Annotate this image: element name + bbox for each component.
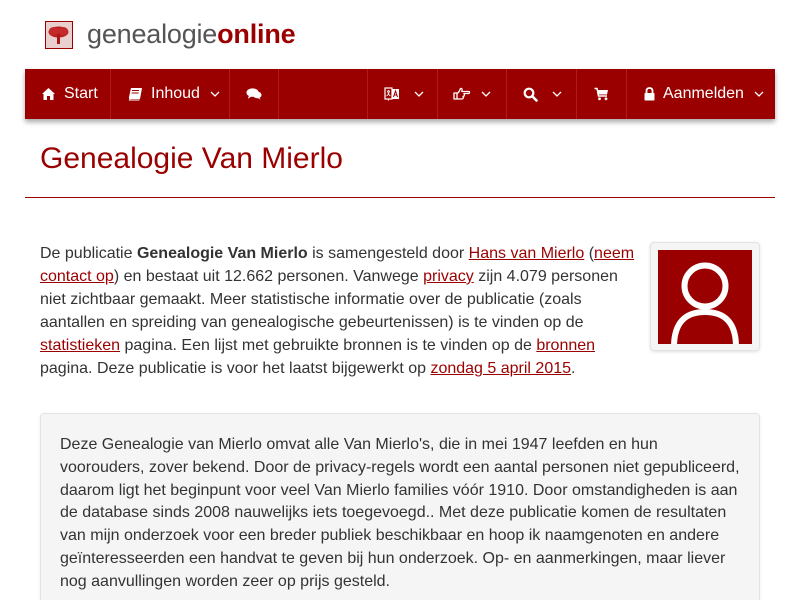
nav-search[interactable]: [507, 69, 577, 119]
page-title: Genealogie Van Mierlo: [40, 142, 343, 175]
chevron-down-icon: [480, 89, 491, 100]
title-divider: [25, 197, 775, 198]
intro-text: De publicatie: [40, 245, 137, 262]
intro-text: pagina. Deze publicatie is voor het laatst bijgewerkt op: [40, 360, 431, 377]
intro-text: ) en bestaat uit 12.662 personen. Vanwege: [113, 268, 424, 285]
book-icon: [127, 86, 143, 102]
translate-icon: [384, 86, 400, 102]
site-header: [0, 0, 800, 68]
author-avatar-frame: [650, 242, 760, 351]
search-icon: [522, 86, 538, 102]
publication-name: Genealogie Van Mierlo: [136, 245, 308, 262]
nav-start[interactable]: [25, 69, 111, 119]
hand-pointer-icon: [453, 86, 471, 102]
comments-icon: [246, 86, 262, 102]
intro-text: (: [584, 245, 595, 262]
cart-icon: [594, 86, 610, 102]
intro-text: .: [571, 360, 576, 377]
chevron-down-icon: [210, 89, 221, 100]
publication-description: [40, 413, 760, 600]
main-navbar: [25, 69, 775, 119]
nav-login-label: Aanmelden: [663, 85, 744, 102]
nav-chat[interactable]: [230, 69, 279, 119]
nav-language[interactable]: [368, 69, 438, 119]
nav-inhoud[interactable]: [111, 69, 230, 119]
nav-login[interactable]: [627, 69, 775, 119]
home-icon: [40, 86, 56, 102]
chevron-down-icon: [413, 89, 424, 100]
site-logo-text[interactable]: [87, 17, 295, 51]
last-updated-link[interactable]: zondag 5 april 2015: [430, 360, 572, 377]
intro-text: zijn 4.079 personen niet zichtbaar gemaakt. Meer statistische informatie over de publicatie (zoals aantallen en spreiding van genealogische gebeurtenissen) is te vinden op de: [40, 268, 618, 331]
nav-spacer: [279, 69, 368, 119]
privacy-link[interactable]: privacy: [423, 268, 474, 285]
nav-cart[interactable]: [577, 69, 627, 119]
nav-start-label: Start: [64, 85, 98, 102]
logo-text-bold: online: [217, 19, 296, 49]
intro-text: is samengesteld door: [307, 245, 469, 262]
intro-text: pagina. Een lijst met gebruikte bronnen is te vinden op de: [120, 337, 537, 354]
sources-link[interactable]: bronnen: [536, 337, 596, 354]
logo-text-plain: genealogie: [87, 19, 218, 49]
chevron-down-icon: [754, 89, 765, 100]
statistics-link[interactable]: statistieken: [40, 337, 121, 354]
user-silhouette-icon: [658, 250, 752, 344]
description-text: Deze Genealogie van Mierlo omvat alle Van Mierlo's, die in mei 1947 leefden en hun voorouders, zover bekend. Door de privacy-regels wordt een aantal personen niet gepubliceerd, daarom ligt het beginpunt voor veel Van Mierlo families vóór 1910. Door omstandigheden is aan de database sinds 2008 nauwelijks iets toegevoegd.. Met deze publicatie komen de resultaten van mijn onderzoek voor een breder publiek beschikbaar en hoop ik naamgenoten en andere geïnteresseerden een handvat te geven bij hun onderzoek. Op- en aanmerkingen, maar liever nog aanvullingen worden zeer op prijs gesteld.: [60, 436, 740, 590]
chevron-down-icon: [551, 89, 562, 100]
author-link[interactable]: Hans van Mierlo: [468, 245, 585, 262]
logo-tree-icon[interactable]: [45, 21, 73, 49]
publication-intro: [40, 242, 640, 380]
nav-share[interactable]: [438, 69, 507, 119]
contact-link[interactable]: neem contact op: [40, 245, 635, 285]
nav-inhoud-label: Inhoud: [151, 85, 200, 102]
lock-icon: [643, 86, 655, 102]
